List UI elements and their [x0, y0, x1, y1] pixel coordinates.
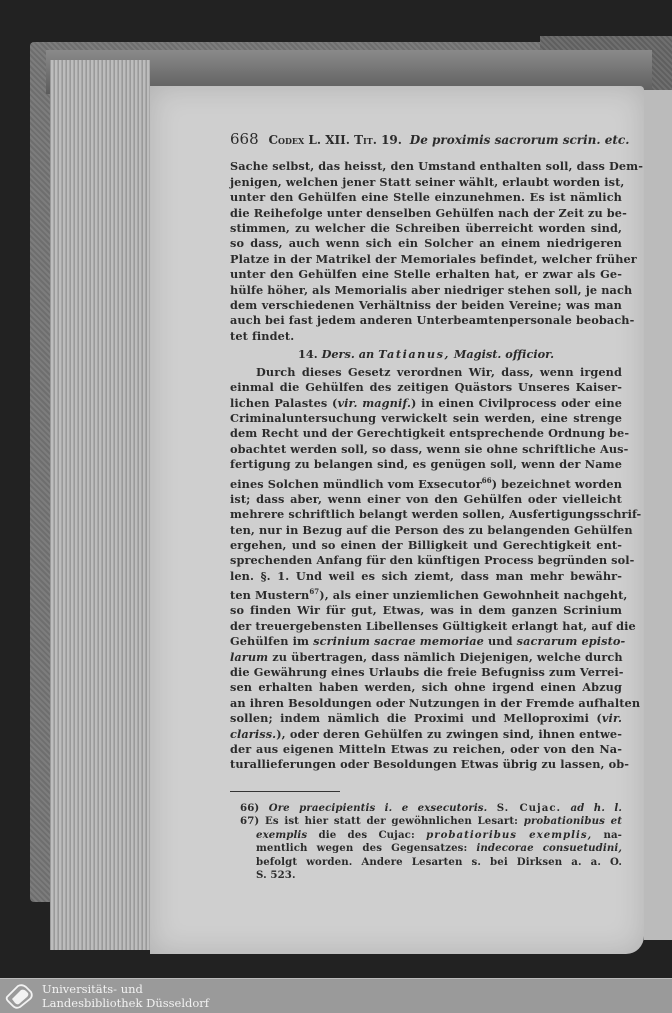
- text-line: hülfe höher, als Memorialis aber niedriger stehen soll, je nach: [230, 282, 633, 297]
- text-line: sen erhalten haben werden, sich ohne irgend einen Abzug: [230, 680, 622, 695]
- footnote-66: 66) Ore praecipientis i. e exsecutoris. S. Cujac. ad h. l.: [240, 801, 622, 814]
- text-line: ist; dass aber, wenn einer von den Gehülfen oder vielleicht: [230, 491, 622, 506]
- text-line: so finden Wir für gut, Etwas, was in dem ganzen Scrinium: [230, 603, 622, 618]
- footnote-ref-67: 67: [309, 587, 320, 597]
- text-line: lichen Palastes (vir. magnif.) in einen Civilprocess oder eine: [230, 395, 622, 410]
- text-line: sollen; indem nämlich die Proximi und Melloproximi (vir.: [230, 711, 622, 726]
- library-name-line1: Universitäts- und: [42, 982, 143, 996]
- text-line: unter den Gehülfen eine Stelle einzunehmen. Es ist nämlich: [230, 190, 622, 205]
- text-line: sprechenden Anfang für den künftigen Process begründen sol-: [230, 553, 635, 568]
- running-head-codex: Codex L. XII. Tit. 19.: [268, 133, 402, 147]
- page-block-left-edge: [50, 60, 150, 950]
- section-title-prefix: Ders. an: [321, 347, 375, 362]
- text-line: Criminaluntersuchung verwickelt sein werden, eine strenge: [230, 410, 622, 425]
- text-line: eines Solchen mündlich vom Exsecutor$^{66}$) bezeichnet worden: [230, 475, 623, 491]
- library-name-line2: Landesbibliothek Düsseldorf: [42, 996, 210, 1010]
- text-line: dem verschiedenen Verhältniss der beiden Vereine; was man: [230, 298, 622, 313]
- running-head: [230, 130, 630, 148]
- section-number: 14.: [297, 347, 318, 362]
- text-line: an ihren Besoldungen oder Nutzungen in der Fremde aufhalten: [230, 695, 641, 710]
- text-line: fertigung zu belangen sind, es genügen soll, wenn der Name: [230, 457, 622, 472]
- text-line: ergehen, und so einen der Billigkeit und Gerechtigkeit ent-: [230, 537, 622, 552]
- text-line: einmal die Gehülfen des zeitigen Quästors Unseres Kaiser-: [230, 380, 622, 395]
- section-title-suffix: Magist. officior.: [453, 347, 555, 362]
- text-line: ten, nur in Bezug auf die Person des zu belangenden Gehülfen: [230, 522, 633, 537]
- footnote-ref-66: 66: [481, 475, 492, 485]
- footnote-67: 67) Es ist hier statt der gewöhnlichen Lesart: probationibus et: [240, 815, 623, 828]
- book-page: [150, 86, 644, 954]
- text-line: larum zu übertragen, dass nämlich Diejenigen, welche durch: [230, 649, 623, 664]
- footnote-67-cont: befolgt worden. Andere Lesarten s. bei Dirksen a. a. O.: [256, 855, 622, 868]
- footnote-67-cont: mentlich wegen des Gegensatzes: indecorae consuetudini,: [256, 842, 622, 855]
- paragraph-2: [230, 364, 642, 773]
- library-name: [42, 982, 209, 1010]
- library-footer: [0, 978, 672, 1013]
- text-line: stimmen, zu welcher die Schreiben überreicht worden sind,: [230, 221, 622, 236]
- text-line: tet findet.: [230, 328, 295, 343]
- text-line: obachtet werden soll, so dass, wenn sie ohne schriftliche Aus-: [230, 441, 629, 456]
- text-line: auch bei fast jedem anderen Unterbeamtenpersonale beobach-: [230, 313, 635, 328]
- text-line: der treuergebensten Libellenses Gültigkeit erlangt hat, auf die: [230, 618, 636, 633]
- text-line: turallieferungen oder Besoldungen Etwas übrig zu lassen, ob-: [230, 757, 630, 772]
- paragraph-1: [230, 159, 643, 344]
- running-head-title: De proximis sacrorum scrin. etc.: [409, 133, 630, 147]
- text-line: Sache selbst, das heisst, den Umstand enthalten soll, dass Dem-: [230, 159, 643, 174]
- section-heading: [230, 347, 622, 362]
- book-logo-icon: [4, 983, 34, 1009]
- footnote-67-cont: exemplis die des Cujac: probatioribus exemplis, na-: [256, 828, 622, 841]
- text-line: dem Recht und der Gerechtigkeit entsprechende Ordnung be-: [230, 426, 630, 441]
- text-line: mehrere schriftlich belangt werden sollen, Ausfertigungsschrif-: [230, 507, 642, 522]
- text-line: len. §. 1. Und weil es sich ziemt, dass man mehr bewähr-: [230, 568, 622, 583]
- page-number: 668: [230, 130, 259, 148]
- text-line: unter den Gehülfen eine Stelle erhalten hat, er zwar als Ge-: [230, 267, 622, 282]
- text-line: Gehülfen im scrinium sacrae memoriae und sacrarum episto-: [230, 634, 626, 649]
- text-line: so dass, auch wenn sich ein Solcher an einem niedrigeren: [230, 236, 622, 251]
- text-line: die Gewährung eines Urlaubs die freie Befugniss zum Verrei-: [230, 664, 624, 679]
- text-line: Durch dieses Gesetz verordnen Wir, dass, wenn irgend: [256, 364, 622, 379]
- footnote-divider: [230, 791, 340, 792]
- text-line: die Reihefolge unter denselben Gehülfen nach der Zeit zu be-: [230, 205, 627, 220]
- footnote-67-cont: S. 523.: [256, 869, 296, 882]
- text-line: jenigen, welchen jener Statt seiner wählt, erlaubt worden ist,: [230, 174, 625, 189]
- text-line: clariss.), oder deren Gehülfen zu zwingen sind, ihnen entwe-: [230, 726, 622, 741]
- section-addressee: Tatianus,: [378, 347, 450, 362]
- facing-page-edge: [644, 90, 672, 940]
- text-line: der aus eigenen Mitteln Etwas zu reichen, oder von den Na-: [230, 741, 622, 756]
- text-line: ten Mustern$^{67}$), als einer unziemlichen Gewohnheit nachgeht,: [230, 587, 628, 602]
- page-content: [230, 130, 643, 883]
- footnotes: [230, 802, 622, 883]
- text-line: Platze in der Matrikel der Memoriales befindet, welcher früher: [230, 251, 637, 266]
